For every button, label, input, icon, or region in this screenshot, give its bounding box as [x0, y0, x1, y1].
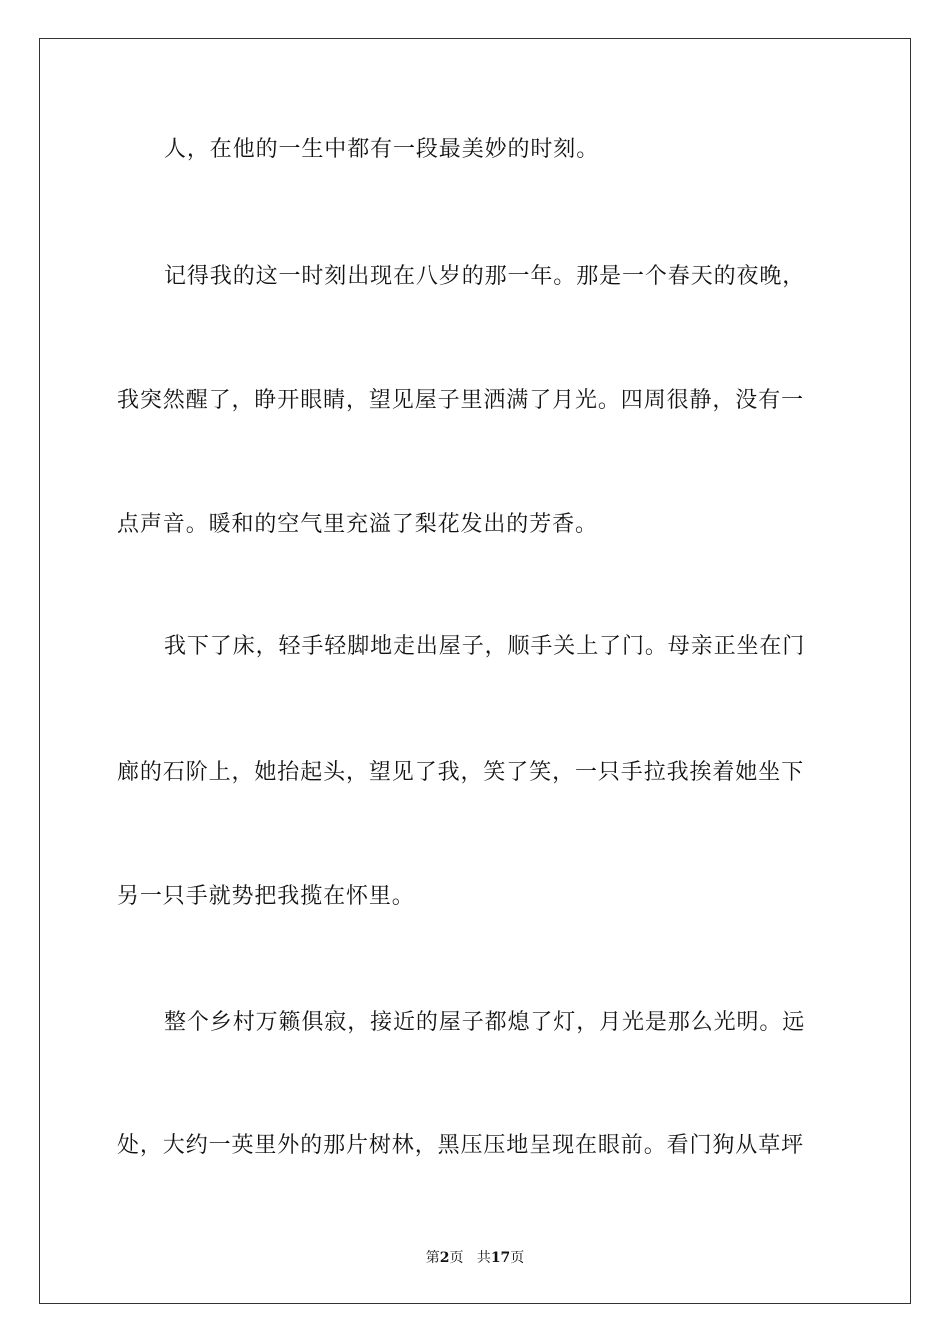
text-line-4: 点声音。暖和的空气里充溢了梨花发出的芳香。 — [117, 512, 598, 537]
page-suffix: 页 — [449, 1250, 464, 1266]
total-prefix: 共 — [476, 1250, 491, 1266]
text-line-9: 处，大约一英里外的那片树林，黑压压地呈现在眼前。看门狗从草坪 — [117, 1133, 805, 1158]
text-line-8: 整个乡村万籁俱寂，接近的屋子都熄了灯，月光是那么光明。远 — [164, 1010, 806, 1035]
text-line-6: 廊的石阶上，她抬起头，望见了我，笑了笑，一只手拉我挨着她坐下 — [117, 760, 805, 785]
text-line-5: 我下了床，轻手轻脚地走出屋子，顺手关上了门。母亲正坐在门 — [164, 634, 806, 659]
page-border — [39, 38, 911, 1304]
text-line-2: 记得我的这一时刻出现在八岁的那一年。那是一个春天的夜晚， — [164, 264, 806, 289]
total-pages-number: 17 — [490, 1250, 511, 1266]
page-footer — [0, 1249, 950, 1267]
current-page-number: 2 — [439, 1250, 450, 1266]
text-line-3: 我突然醒了，睁开眼睛，望见屋子里洒满了月光。四周很静，没有一 — [117, 388, 805, 413]
total-suffix: 页 — [510, 1250, 525, 1266]
text-line-7: 另一只手就势把我揽在怀里。 — [117, 884, 415, 909]
page-prefix: 第 — [425, 1250, 440, 1266]
text-line-1: 人，在他的一生中都有一段最美妙的时刻。 — [164, 137, 600, 162]
